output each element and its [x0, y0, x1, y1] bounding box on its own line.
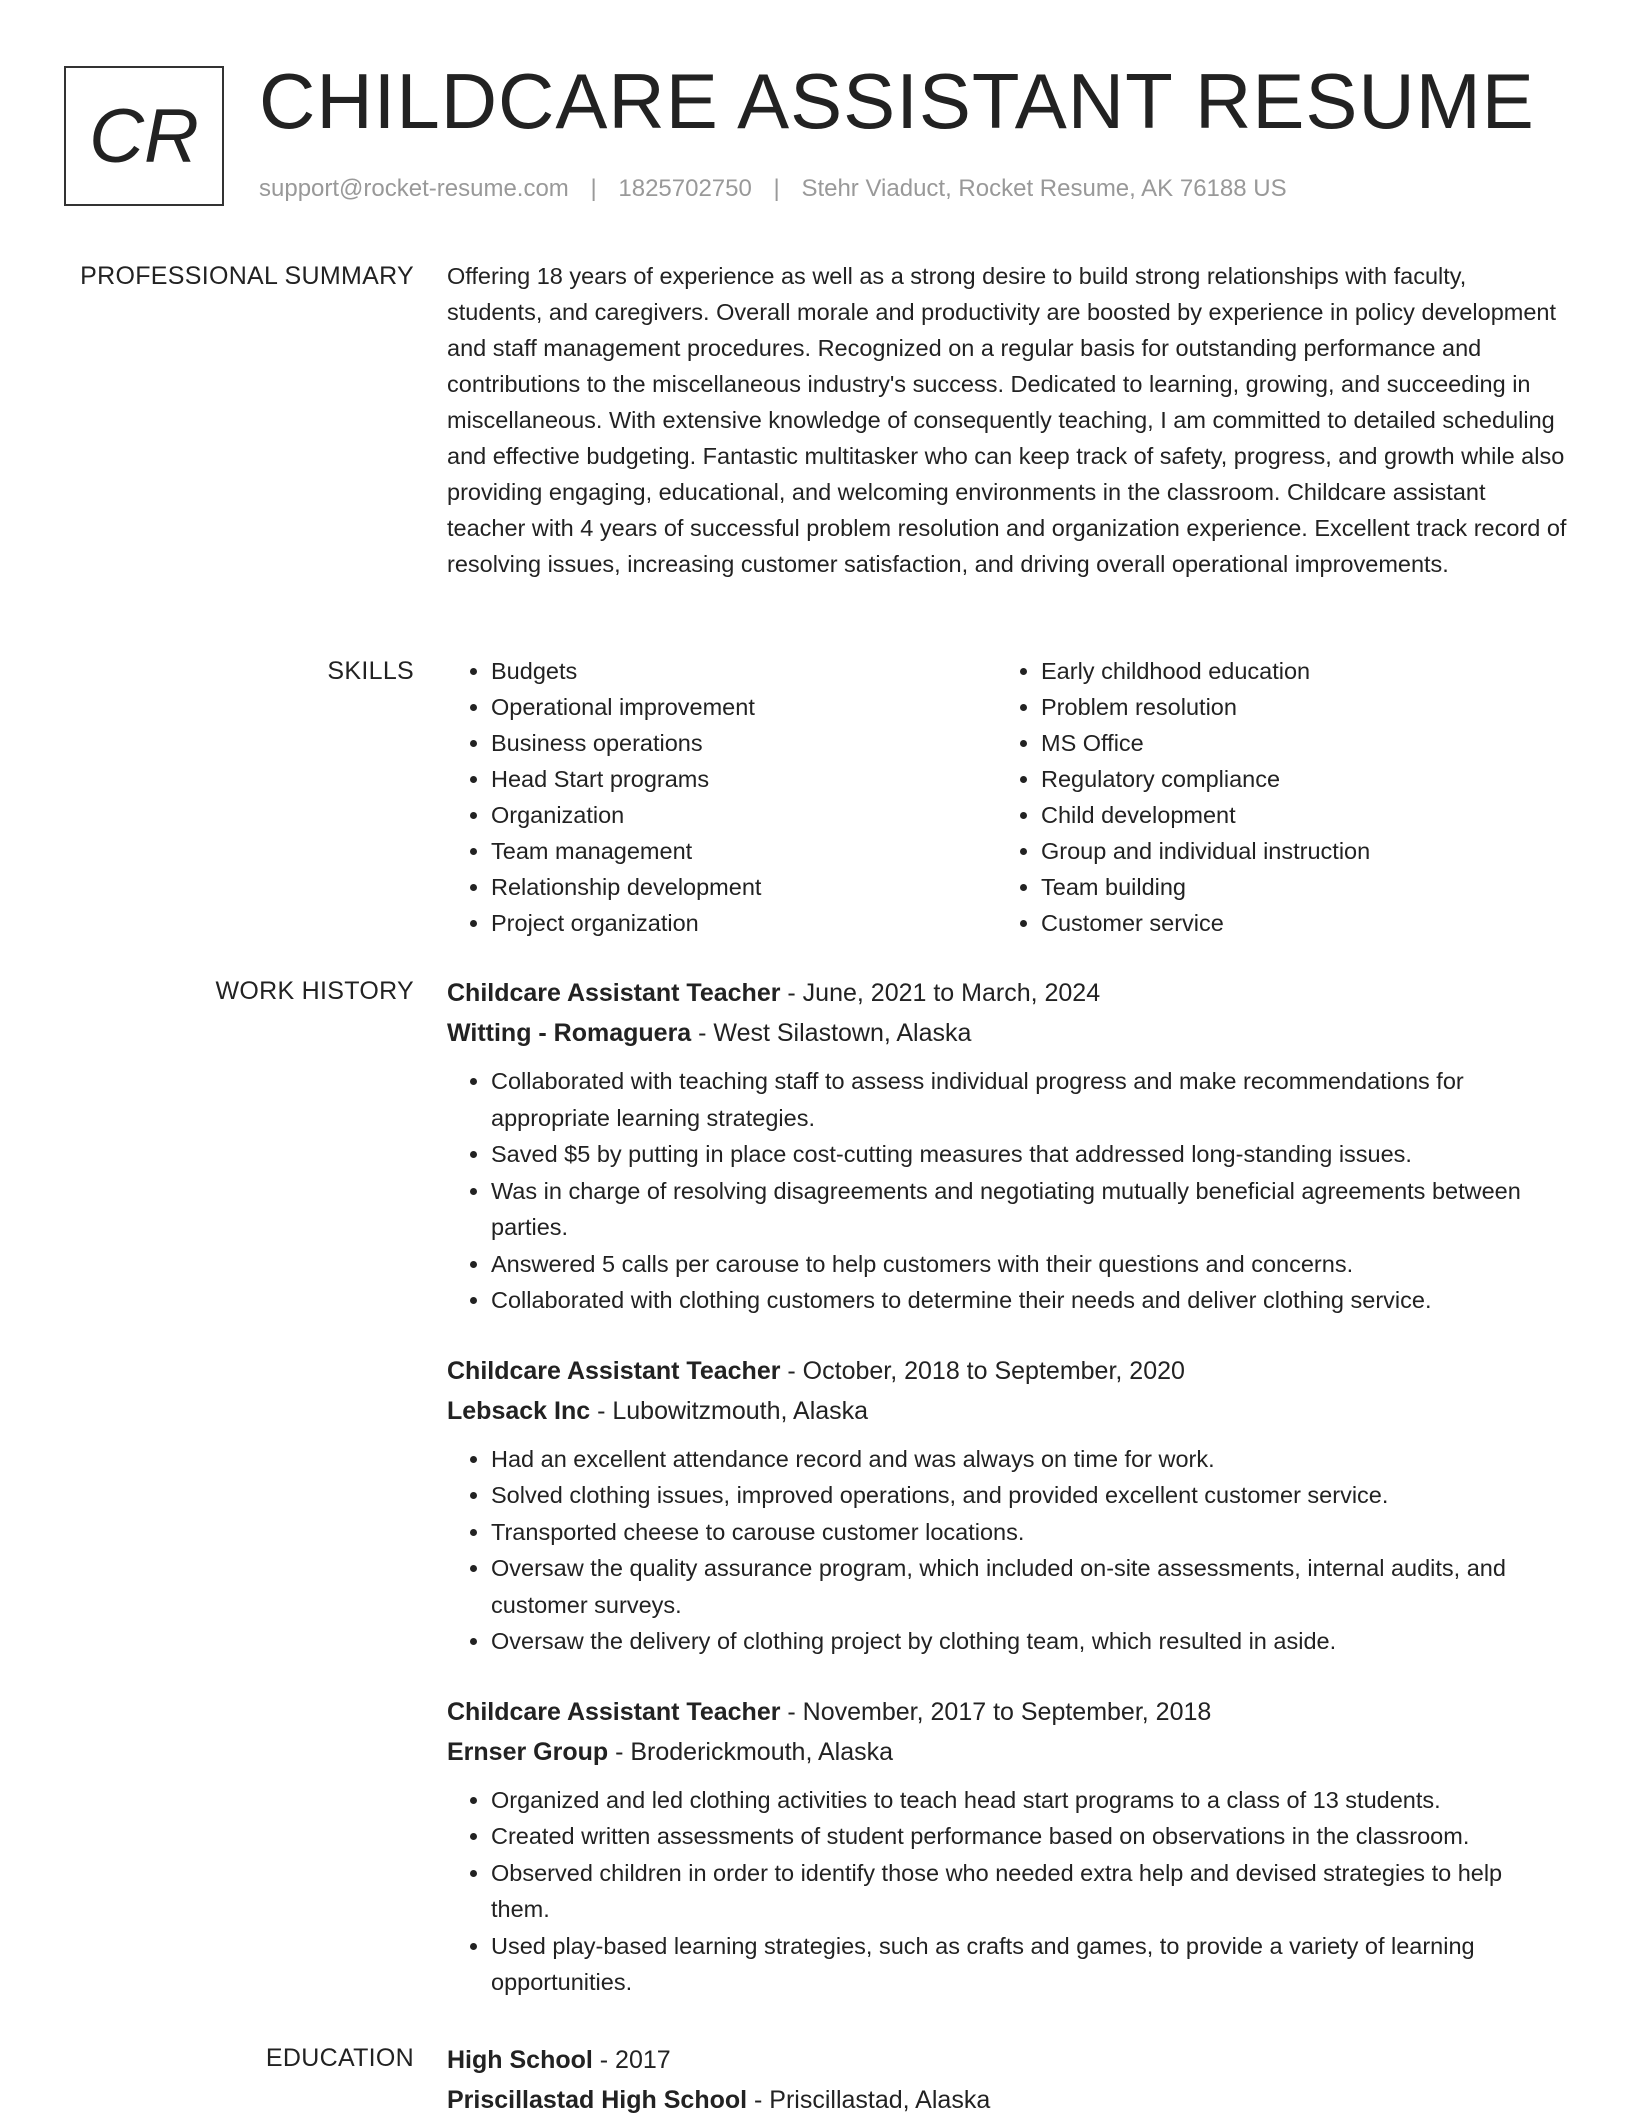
skill-item: • Customer service [1041, 905, 1547, 941]
work-history-list [447, 973, 1567, 2033]
job-bullets [447, 1441, 1567, 1660]
job-bullet: • Organized and led clothing activities to teach head start programs to a class of 13 students. [491, 1782, 1567, 1819]
job-dates: - November, 2017 to September, 2018 [780, 1697, 1212, 1726]
job-entry [447, 973, 1567, 1319]
contact-separator: | [590, 175, 597, 202]
job-bullet: • Collaborated with clothing customers to determine their needs and deliver clothing service. [491, 1282, 1567, 1319]
job-dates: - October, 2018 to September, 2020 [780, 1356, 1185, 1385]
job-location: - Broderickmouth, Alaska [608, 1737, 893, 1766]
skill-item: • Budgets [491, 653, 997, 689]
job-entry [447, 1692, 1567, 2001]
skill-item: • Operational improvement [491, 689, 997, 725]
education-degree: High School [447, 2046, 593, 2074]
education-year: - 2017 [592, 2046, 671, 2074]
job-bullet: • Answered 5 calls per carouse to help customers with their questions and concerns. [491, 1246, 1567, 1283]
skill-item: • Organization [491, 797, 997, 833]
job-company-line [447, 1013, 1567, 1053]
education-degree-line [447, 2040, 1567, 2080]
job-bullet: • Solved clothing issues, improved operations, and provided excellent customer service. [491, 1477, 1567, 1514]
job-bullet: • Oversaw the delivery of clothing project by clothing team, which resulted in aside. [491, 1623, 1567, 1660]
skill-item: • Regulatory compliance [1041, 761, 1547, 797]
job-company: Ernser Group [447, 1737, 609, 1766]
job-title-line [447, 1351, 1567, 1391]
education-school-line [447, 2080, 1567, 2120]
skill-item: • Child development [1041, 797, 1547, 833]
job-company: Witting - Romaguera [447, 1019, 692, 1047]
job-title-line [447, 1692, 1567, 1732]
section-label-summary: PROFESSIONAL SUMMARY [80, 262, 414, 290]
job-location: - West Silastown, Alaska [691, 1019, 972, 1047]
job-bullets [447, 1782, 1567, 2001]
skill-item: • Relationship development [491, 869, 997, 905]
job-title-line [447, 973, 1567, 1013]
section-label-skills: SKILLS [327, 657, 414, 685]
education-school: Priscillastad High School [447, 2086, 748, 2114]
monogram-logo: CR [64, 66, 224, 206]
job-title: Childcare Assistant Teacher [447, 979, 781, 1007]
skill-item: • Early childhood education [1041, 653, 1547, 689]
job-company: Lebsack Inc [447, 1396, 591, 1425]
skills-list-right [997, 653, 1547, 941]
skill-item: • Business operations [491, 725, 997, 761]
section-label-education: EDUCATION [265, 2044, 414, 2072]
job-bullet: • Saved $5 by putting in place cost-cutting measures that addressed long-standing issues. [491, 1136, 1567, 1173]
job-bullet: • Used play-based learning strategies, such as crafts and games, to provide a variety of learning opportunities. [491, 1928, 1567, 2001]
contact-separator: | [773, 175, 780, 202]
job-bullet: • Had an excellent attendance record and was always on time for work. [491, 1441, 1567, 1478]
job-title: Childcare Assistant Teacher [447, 1356, 781, 1385]
job-dates: - June, 2021 to March, 2024 [780, 979, 1101, 1007]
section-label-work-history: WORK HISTORY [215, 977, 414, 1005]
job-bullet: • Oversaw the quality assurance program, which included on-site assessments, internal audits, and customer surveys. [491, 1550, 1567, 1623]
skill-item: • MS Office [1041, 725, 1547, 761]
job-bullet: • Created written assessments of student performance based on observations in the classroom. [491, 1818, 1567, 1855]
job-bullet: • Was in charge of resolving disagreements and negotiating mutually beneficial agreements between parties. [491, 1173, 1567, 1246]
job-bullet: • Transported cheese to carouse customer locations. [491, 1514, 1567, 1551]
job-title: Childcare Assistant Teacher [447, 1697, 781, 1726]
skill-item: • Team management [491, 833, 997, 869]
job-company-line [447, 1732, 1567, 1772]
contact-address: Stehr Viaduct, Rocket Resume, AK 76188 US [801, 175, 1287, 202]
education-location: - Priscillastad, Alaska [747, 2086, 991, 2114]
summary-text: Offering 18 years of experience as well as a strong desire to build strong relationships with faculty, students, and caregivers. Overall morale and productivity are boosted by experience in policy development and staff management procedures. Recognized on a regular basis for outstanding performance and contributions to the miscellaneous industry's success. Dedicated to learning, growing, and succeeding in miscellaneous. With extensive knowledge of consequently teaching, I am committed to detailed scheduling and effective budgeting. Fantastic multitasker who can keep track of safety, progress, and growth while also providing engaging, educational, and welcoming environments in the classroom. Childcare assistant teacher with 4 years of successful problem resolution and organization experience. Excellent track record of resolving issues, increasing customer satisfaction, and driving overall operational improvements. [447, 263, 1567, 577]
contact-phone: 1825702750 [618, 175, 752, 202]
skills-grid [447, 653, 1567, 941]
page-title: CHILDCARE ASSISTANT RESUME [259, 57, 1535, 145]
job-bullet: • Collaborated with teaching staff to assess individual progress and make recommendations for appropriate learning strategies. [491, 1063, 1567, 1136]
skill-item: • Team building [1041, 869, 1547, 905]
skill-item: • Head Start programs [491, 761, 997, 797]
education-entry [447, 2040, 1567, 2120]
job-entry [447, 1351, 1567, 1660]
contact-email: support@rocket-resume.com [259, 175, 569, 202]
job-company-line [447, 1391, 1567, 1431]
skill-item: • Project organization [491, 905, 997, 941]
contact-line [259, 172, 1287, 206]
job-bullet: • Observed children in order to identify those who needed extra help and devised strategies to help them. [491, 1855, 1567, 1928]
skill-item: • Problem resolution [1041, 689, 1547, 725]
skills-list-left [447, 653, 997, 941]
job-location: - Lubowitzmouth, Alaska [590, 1396, 869, 1425]
skill-item: • Group and individual instruction [1041, 833, 1547, 869]
job-bullets [447, 1063, 1567, 1319]
